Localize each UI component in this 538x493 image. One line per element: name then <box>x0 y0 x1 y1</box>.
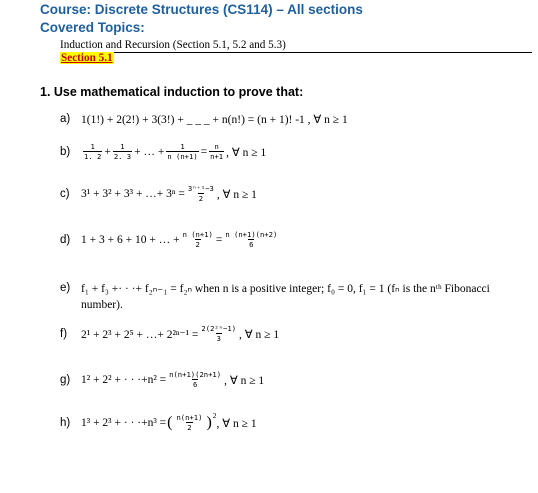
item-b-frac-1-num: 1 <box>90 142 95 151</box>
item-b-frac-4-den: n+1 <box>210 152 224 161</box>
item-c-label: c) <box>60 187 70 200</box>
item-b-frac-2 <box>113 142 132 161</box>
item-b-frac-3-num: 1 <box>180 142 185 151</box>
item-h-expression: 1³ + 2³ + · · ·+n³ = <box>81 416 167 429</box>
item-c-tail: , ∀ n ≥ 1 <box>216 188 257 201</box>
item-d-frac-1-den: 2 <box>195 240 200 249</box>
course-title: Course: Discrete Structures (CS114) – All sections <box>40 2 363 17</box>
item-g-expression: 1² + 2² + · · ·+n² = <box>81 373 167 386</box>
item-a-label: a) <box>60 113 71 125</box>
item-b-frac-3-den: n (n+1) <box>167 152 198 161</box>
item-f-frac <box>200 324 237 343</box>
item-c-frac <box>187 184 215 203</box>
item-a-expression: 1(1!) + 2(2!) + 3(3!) + _ _ _ + n(n!) = (n + 1)! -1 , ∀ n ≥ 1 <box>81 114 348 126</box>
item-b-frac-1 <box>83 142 102 161</box>
item-h-frac <box>175 413 203 432</box>
item-d-frac-1-num: n (n+1) <box>182 230 213 239</box>
item-e <box>60 281 490 295</box>
item-d-frac-2-den: 6 <box>249 240 254 249</box>
item-c-frac-den: 2 <box>198 194 204 203</box>
item-d-frac-2-num: n (n+1)(n+2) <box>225 230 278 239</box>
item-g-frac-num: n(n+1)(2n+1) <box>169 370 222 379</box>
item-h-frac-num: n(n+1) <box>176 413 203 422</box>
item-h-square: 2 <box>212 411 217 420</box>
item-b-frac-4 <box>209 142 224 161</box>
item-d-expression: 1 + 3 + 6 + 10 + … + <box>81 233 180 246</box>
item-b-frac-2-num: 1 <box>120 142 125 151</box>
item-c-frac-num: 3ⁿ⁺¹−3 <box>187 184 214 193</box>
item-h <box>60 413 257 432</box>
item-g-frac <box>168 370 222 389</box>
item-h-right-paren: ) <box>206 413 212 431</box>
item-f <box>60 324 279 343</box>
item-b-ellipsis: + … + <box>134 145 165 158</box>
question-prompt: 1. Use mathematical induction to prove that: <box>40 85 304 99</box>
item-g-label: g) <box>60 373 71 386</box>
item-h-tail: , ∀ n ≥ 1 <box>216 417 257 430</box>
item-b-frac-2-den: 2. 3 <box>113 152 132 161</box>
item-f-frac-den: 3 <box>216 334 221 343</box>
section-label: Section 5.1 <box>61 52 113 64</box>
item-b: b) $\frac{1}{1. 2}$ + $\frac{1}{2. 3}$ + … + $\frac{1}{n (n+1)}$ = $\frac{n}{n+1}$ , ∀ n ≥ 1 <box>60 142 267 161</box>
item-h-frac-den: 2 <box>187 423 192 432</box>
item-f-expression: 2¹ + 2³ + 2⁵ + …+ 2²ⁿ⁻¹ = <box>81 328 199 341</box>
item-b-label: b) <box>60 145 71 158</box>
item-h-label: h) <box>60 416 71 429</box>
item-b-equals: = <box>200 145 208 158</box>
item-a <box>60 112 348 126</box>
item-c-expression: 3¹ + 3² + 3³ + …+ 3ⁿ = <box>81 187 185 200</box>
covered-topics-heading: Covered Topics: <box>40 20 145 35</box>
item-d-frac-1 <box>182 230 214 249</box>
divider-rule <box>60 52 532 53</box>
item-b-frac-1-den: 1. 2 <box>84 152 102 161</box>
item-c <box>60 184 257 203</box>
item-e-line-1: f₁ + f₃ +· · ·+ f₂ₙ₋₁ = f₂ₙ when n is a positive integer; f₀ = 0, f₁ = 1 (fₙ is the nᵗʰ Fibonacci <box>81 283 490 295</box>
item-d-equals: = <box>215 233 223 246</box>
item-b-tail: , ∀ n ≥ 1 <box>226 146 267 159</box>
item-d <box>60 230 280 249</box>
item-e-label: e) <box>60 282 71 294</box>
item-f-frac-num: 2(2²ⁿ−1) <box>201 324 237 333</box>
item-e-line-2: number). <box>81 299 123 311</box>
item-b-frac-4-num: n <box>214 142 219 151</box>
item-g-frac-den: 6 <box>192 380 198 389</box>
item-b-frac-3 <box>166 142 198 161</box>
topics-line: Induction and Recursion (Section 5.1, 5.2 and 5.3) <box>60 39 286 51</box>
item-e-continuation <box>81 299 123 311</box>
item-g <box>60 370 264 389</box>
item-g-tail: , ∀ n ≥ 1 <box>224 374 265 387</box>
item-d-label: d) <box>60 233 71 246</box>
item-d-frac-2 <box>224 230 278 249</box>
item-f-label: f) <box>60 327 68 340</box>
item-h-left-paren: ( <box>167 413 173 431</box>
item-f-tail: , ∀ n ≥ 1 <box>239 328 280 341</box>
